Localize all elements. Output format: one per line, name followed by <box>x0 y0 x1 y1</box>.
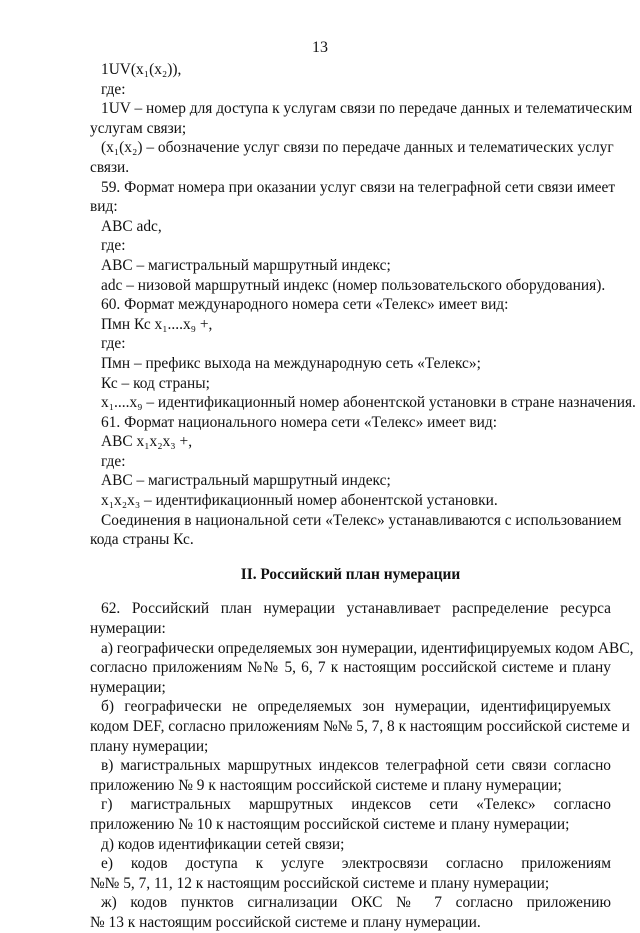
text-line: связи. <box>90 158 130 176</box>
text-line: Кс – код страны; <box>101 374 210 392</box>
text-line: 1UV(x₁(x₂)), <box>101 61 182 78</box>
text-line: кодом DEF, согласно приложениям №№ 5, 7, 8 к настоящим российской системе и <box>90 718 630 735</box>
text-line: кода страны Кс. <box>90 531 194 549</box>
text-line: 61. Формат национального номера сети «Телекс» имеет вид: <box>101 413 497 431</box>
text-line: ж) кодов пунктов сигнализации ОКС № 7 согласно приложению <box>101 894 611 912</box>
text-block-top <box>90 60 636 550</box>
text-line: x₁x₂x₃ – идентификационный номер абонентской установки. <box>101 492 498 510</box>
text-line: б) географически не определяемых зон нумерации, идентифицируемых <box>101 698 611 716</box>
text-line: где: <box>101 237 126 255</box>
text-line: нумерации; <box>90 678 166 696</box>
text-line: № 13 к настоящим российской системе и плану нумерации. <box>90 913 481 931</box>
text-line: (x₁(x₂) – обозначение услуг связи по передаче данных и телематических услуг <box>101 139 614 157</box>
text-line: Пмн – префикс выхода на международную сеть «Телекс»; <box>101 354 481 372</box>
text-line: плану нумерации; <box>90 737 209 755</box>
text-line: где: <box>101 335 126 353</box>
text-line: д) кодов идентификации сетей связи; <box>101 835 345 853</box>
text-line: где: <box>101 80 126 98</box>
section-heading: II. Российский план нумерации <box>240 565 461 583</box>
text-line: г) магистральных маршрутных индексов сети «Телекс» согласно <box>101 796 611 814</box>
text-line: нумерации: <box>90 620 166 638</box>
text-line: 62. Российский план нумерации устанавливает распределение ресурса <box>101 600 611 618</box>
text-line: приложению № 10 к настоящим российской системе и плану нумерации; <box>90 815 570 833</box>
text-line: 59. Формат номера при оказании услуг связи на телеграфной сети связи имеет <box>101 178 616 196</box>
text-line: согласно приложениям №№ 5, 6, 7 к настоящим российской системе и плану <box>90 659 611 677</box>
text-line: ABC – магистральный маршрутный индекс; <box>101 472 391 490</box>
text-line: ABC x₁x₂x₃ +, <box>101 433 193 451</box>
text-line: ABC – магистральный маршрутный индекс; <box>101 256 391 274</box>
text-line: услугам связи; <box>90 119 187 137</box>
text-line: где: <box>101 452 126 470</box>
text-line: а) географически определяемых зон нумерации, идентифицируемых кодом ABC, <box>101 639 634 657</box>
page-number: 13 <box>312 39 328 56</box>
text-line: 1UV – номер для доступа к услугам связи по передаче данных и телематическим <box>101 100 633 118</box>
text-line: вид: <box>90 198 118 216</box>
text-line: Пмн Кс x₁....x₉ +, <box>101 315 213 333</box>
text-block-bottom <box>90 599 634 932</box>
text-line: Соединения в национальной сети «Телекс» устанавливаются с использованием <box>101 511 622 529</box>
text-line: x₁....x₉ – идентификационный номер абонентской установки в стране назначения. <box>101 394 636 412</box>
text-line: 60. Формат международного номера сети «Телекс» имеет вид: <box>101 296 509 314</box>
document-body <box>90 60 636 933</box>
text-line: в) магистральных маршрутных индексов телеграфной сети связи согласно <box>101 757 611 775</box>
text-line: е) кодов доступа к услуге электросвязи согласно приложениям <box>101 855 611 873</box>
text-line: adc – низовой маршрутный индекс (номер пользовательского оборудования). <box>101 276 606 294</box>
text-line: приложению № 9 к настоящим российской системе и плану нумерации; <box>90 776 562 794</box>
text-line: №№ 5, 7, 11, 12 к настоящим российской системе и плану нумерации; <box>90 874 550 892</box>
text-line: ABC adc, <box>101 217 162 235</box>
